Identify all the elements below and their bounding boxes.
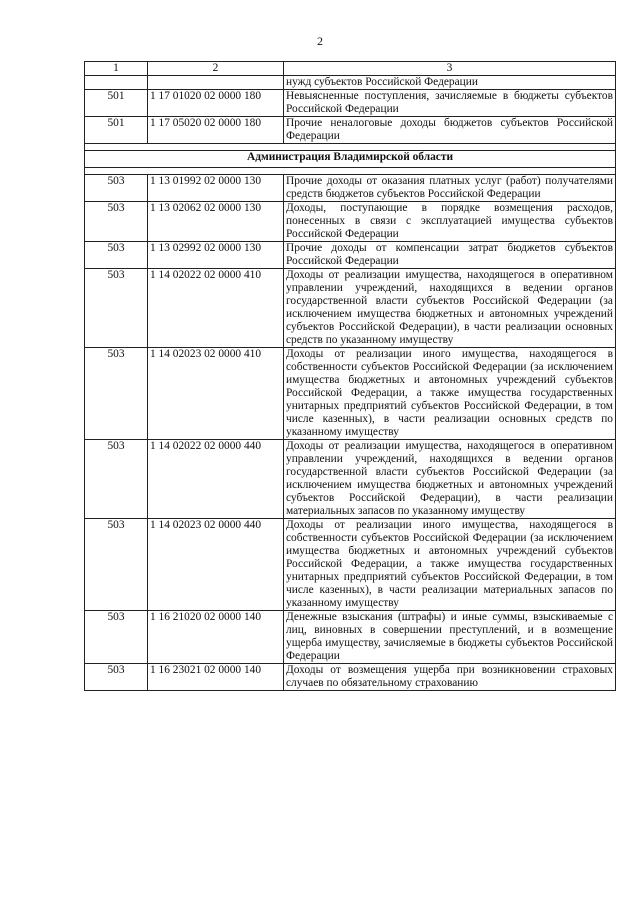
table-row (85, 117, 616, 144)
description-cell: Прочие доходы от оказания платных услуг (работ) получателями средств бюджетов субъектов Российской Федерации (284, 175, 616, 202)
table-row (85, 242, 616, 269)
table-row (85, 348, 616, 440)
budget-code-cell: 1 14 02023 02 0000 410 (148, 348, 284, 440)
description-cell: Доходы, поступающие в порядке возмещения расходов, понесенных в связи с эксплуатацией имущества субъектов Российской Федерации (284, 202, 616, 242)
budget-code-cell: 1 17 01020 02 0000 180 (148, 90, 284, 117)
budget-code-cell: 1 17 05020 02 0000 180 (148, 117, 284, 144)
budget-code-cell: 1 14 02022 02 0000 440 (148, 440, 284, 519)
table-row (85, 519, 616, 611)
column-header-admin: 1 (85, 62, 148, 76)
section-header-row (85, 151, 616, 168)
admin-code-cell: 503 (85, 611, 148, 664)
table-row (85, 440, 616, 519)
budget-code-cell: 1 16 23021 02 0000 140 (148, 664, 284, 691)
admin-code-cell (85, 76, 148, 90)
budget-code-cell: 1 16 21020 02 0000 140 (148, 611, 284, 664)
description-cell: Доходы от возмещения ущерба при возникновении страховых случаев по обязательному страхованию (284, 664, 616, 691)
budget-code-cell: 1 13 01992 02 0000 130 (148, 175, 284, 202)
description-cell: Доходы от реализации имущества, находящегося в оперативном управлении учреждений, находящихся в ведении органов государственной власти субъектов Российской Федерации (за исключением имущества бюджетных и автономных учреждений субъектов Российской Федерации), в части реализации материальных запасов по указанному имуществу (284, 440, 616, 519)
spacer-cell (85, 168, 616, 175)
table-row (85, 90, 616, 117)
admin-code-cell: 503 (85, 519, 148, 611)
description-cell: Доходы от реализации иного имущества, находящегося в собственности субъектов Российской Федерации (за исключением имущества бюджетных и автономных учреждений субъектов Российской Федерации, а также имущества государственных унитарных предприятий субъектов Российской Федерации, в том числе казенных), в части реализации основных средств по указанному имуществу (284, 348, 616, 440)
budget-code-cell: 1 14 02023 02 0000 440 (148, 519, 284, 611)
table-row (85, 76, 616, 90)
table-header-row (85, 62, 616, 76)
table-row (85, 175, 616, 202)
page-number: 2 (317, 34, 323, 48)
description-cell: Денежные взыскания (штрафы) и иные суммы, взыскиваемые с лиц, виновных в совершении преступлений, и в возмещение ущерба имуществу, зачисляемые в бюджеты субъектов Российской Федерации (284, 611, 616, 664)
spacer-row (85, 144, 616, 151)
description-cell: нужд субъектов Российской Федерации (284, 76, 616, 90)
admin-code-cell: 503 (85, 202, 148, 242)
description-cell: Доходы от реализации иного имущества, находящегося в собственности субъектов Российской Федерации (за исключением имущества бюджетных и автономных учреждений субъектов Российской Федерации, а также имущества государственных унитарных предприятий субъектов Российской Федерации, в том числе казенных), в части реализации материальных запасов по указанному имуществу (284, 519, 616, 611)
table-row (85, 611, 616, 664)
admin-code-cell: 503 (85, 664, 148, 691)
admin-code-cell: 503 (85, 175, 148, 202)
spacer-cell (85, 144, 616, 151)
admin-code-cell: 503 (85, 269, 148, 348)
description-cell: Прочие доходы от компенсации затрат бюджетов субъектов Российской Федерации (284, 242, 616, 269)
admin-code-cell: 503 (85, 348, 148, 440)
budget-code-cell: 1 14 02022 02 0000 410 (148, 269, 284, 348)
spacer-row (85, 168, 616, 175)
budget-code-cell (148, 76, 284, 90)
budget-code-cell: 1 13 02062 02 0000 130 (148, 202, 284, 242)
table-row (85, 664, 616, 691)
admin-code-cell: 501 (85, 90, 148, 117)
description-cell: Доходы от реализации имущества, находящегося в оперативном управлении учреждений, находящихся в ведении органов государственной власти субъектов Российской Федерации (за исключением имущества бюджетных и автономных учреждений субъектов Российской Федерации), в части реализации основных средств по указанному имуществу (284, 269, 616, 348)
budget-code-cell: 1 13 02992 02 0000 130 (148, 242, 284, 269)
column-header-code: 2 (148, 62, 284, 76)
column-header-description: 3 (284, 62, 616, 76)
admin-code-cell: 503 (85, 242, 148, 269)
section-title: Администрация Владимирской области (85, 151, 616, 168)
table-row (85, 269, 616, 348)
revenue-codes-table (84, 61, 616, 691)
description-cell: Невыясненные поступления, зачисляемые в бюджеты субъектов Российской Федерации (284, 90, 616, 117)
admin-code-cell: 503 (85, 440, 148, 519)
description-cell: Прочие неналоговые доходы бюджетов субъектов Российской Федерации (284, 117, 616, 144)
table-row (85, 202, 616, 242)
admin-code-cell: 501 (85, 117, 148, 144)
